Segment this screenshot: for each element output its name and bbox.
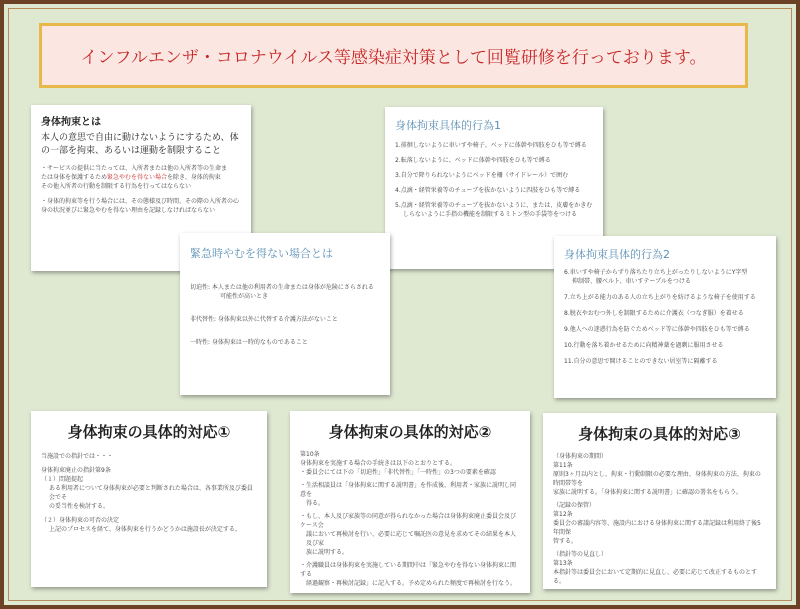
slide6-line-8: ・もし、本人及び家族等の同意が得られなかった場合は身体拘束廃止委員会及びケース会 xyxy=(300,513,517,529)
slide2-item-3: 3.自分で降りられないようにベッドを柵（サイドレール）で囲む xyxy=(395,172,569,179)
slide6-line-12: ・介護職員は身体拘束を実施している期間中は「緊急やむを得ない身体拘束に関する xyxy=(300,562,517,578)
slide6-line-13: 経過観察・再検討記録」に記入する。予め定められた頻度で再検討を行なう。 xyxy=(306,580,517,587)
notice-banner-text: インフルエンザ・コロナウイルス等感染症対策として回覧研修を行っております。 xyxy=(80,48,707,68)
slide7-line-2: 第11条 xyxy=(553,462,573,469)
slide7-line-12: 第13条 xyxy=(553,560,573,567)
slide1-bullet-2-line2: 身の状況並びに緊急やむを得ない理由を記録しなければならない xyxy=(41,207,216,214)
slide7-line-9: 管する。 xyxy=(553,538,578,545)
slide5-line-5: ある利用者について身体拘束が必要と判断された場合は、各事業所及び委員会でそ xyxy=(49,485,253,501)
slide4-item-6: 6.車いすや椅子からずり落ちたり立ち上がったりしないようにY字型 xyxy=(564,269,748,276)
slide2-item-5: 5.点滴・経管栄養等のチューブを抜かないように、または、皮膚をかきむ xyxy=(395,202,593,209)
slide1-title: 身体拘束とは xyxy=(41,117,101,128)
slide3-row-temporariness: 一時性: 身体拘束は一時的なものであること xyxy=(190,339,308,346)
slide1-bullet-1 xyxy=(41,164,241,191)
slide-response-2 xyxy=(290,411,530,593)
slide7-line-8: 委員会の審議内容等、施設内における身体拘束に関する諸記録は利用終了後5年間保 xyxy=(553,520,761,536)
slide6-title: 身体拘束の具体的対応② xyxy=(328,423,492,441)
slide-response-1 xyxy=(31,411,267,587)
slide5-line-9: 上記のプロセスを経て、身体拘束を行うかどうかは施設長が決定する。 xyxy=(49,526,241,533)
slide2-item-2: 2.転落しないように、ベッドに体幹や四肢をひも等で縛る xyxy=(395,157,551,164)
slide4-title: 身体拘束具体的行為2 xyxy=(564,248,670,261)
slide3-row-urgency-line2: 可能性が高いとき xyxy=(220,293,269,300)
slide5-line-4: （１）問題提起 xyxy=(41,476,84,483)
slide-restraint-acts-2 xyxy=(554,236,776,398)
slide3-title: 緊急時やむを得ない場合とは xyxy=(190,247,333,260)
slide5-title: 身体拘束の具体的対応① xyxy=(67,423,231,441)
slide7-line-13: 本指針等は委員会において定期的に見直し、必要に応じて改正するものとする。 xyxy=(553,569,758,585)
slide-emergency-conditions xyxy=(180,233,390,395)
slide1-emergency-highlight: 緊急やむを得ない場合 xyxy=(107,174,168,181)
notice-banner xyxy=(39,23,748,88)
slide4-item-7: 7.立ち上がる能力のある人の立ち上がりを妨げるような椅子を使用する xyxy=(564,294,756,301)
slide1-bullet-2 xyxy=(41,197,241,215)
slide7-title: 身体拘束の具体的対応③ xyxy=(578,425,741,443)
slide1-bullet-1-text2: を除き、身体的拘束 xyxy=(167,174,221,181)
slide4-item-8: 8.脱衣やおむつ外しを制限するために介護衣（つなぎ服）を着せる xyxy=(564,310,744,317)
slide4-item-11: 11.自分の意思で開けることのできない居室等に隔離する xyxy=(564,358,718,365)
slide4-item-9: 9.他人への迷惑行為を防ぐためベッド等に体幹や四肢をひも等で縛る xyxy=(564,326,750,333)
slide4-item-6-cont: 抑制帯、腰ベルト、車いすテーブルをつける xyxy=(572,278,691,285)
slide6-line-9: 議において再検討を行い、必要に応じて嘱託医の意見を求めてその結果を本人及び家 xyxy=(306,531,517,547)
slide1-bullet-2-line1: ・身体的拘束等を行う場合には、その態様及び時間、その際の入所者の心 xyxy=(41,198,240,205)
slide5-line-3: 身体拘束廃止の指針第9条 xyxy=(41,467,111,474)
slide6-line-10: 族に説明する。 xyxy=(306,549,349,556)
slide4-item-10: 10.行動を落ち着かせるために向精神薬を過剰に服用させる xyxy=(564,342,724,349)
slide3-row-urgency-line1: 切迫性: 本人または他の利用者の生命または身体が危険にさらされる xyxy=(190,284,374,291)
slide6-line-1: 第10条 xyxy=(300,451,320,458)
slide3-row-non-substitutability: 非代替性: 身体拘束以外に代替する介護方法がないこと xyxy=(190,316,338,323)
slide5-line-6: の妥当性を検討する。 xyxy=(49,503,110,510)
slide6-line-6: 得る。 xyxy=(306,500,325,507)
slide2-item-4: 4.点滴・経管栄養等のチューブを抜かないように四肢をひも等で縛る xyxy=(395,187,581,194)
slide7-line-4: 家族に説明する。「身体拘束に関する説明書」に確認の署名をもらう。 xyxy=(553,489,743,496)
slide7-line-1: （身体拘束の期間） xyxy=(553,453,608,460)
slide1-bullet-1-line2 xyxy=(41,173,241,182)
slide1-bullet-1-line1: ・サービスの提供に当たっては、入所者または他の入所者等の生命ま xyxy=(41,165,228,172)
slide2-item-1: 1.徘徊しないように車いすや椅子、ベッドに体幹や四肢をひも等で縛る xyxy=(395,142,587,149)
slide2-item-5-cont: しらないように手指の機能を制限するミトン型の手袋等をつける xyxy=(403,211,578,218)
slide6-line-3: ・委員会にては下の「切迫性」「非代替性」「一時性」の3つの要素を確認 xyxy=(300,469,496,476)
slide1-bullet-1-text: たは身体を保護するため xyxy=(41,174,108,181)
slide6-line-2: 身体拘束を実施する場合の手続きは以下のとおりとする。 xyxy=(300,460,457,467)
slide-response-3 xyxy=(543,413,776,589)
slide5-line-8: （２）身体拘束の可否の決定 xyxy=(41,517,120,524)
slide2-title: 身体拘束具体的行為1 xyxy=(395,119,501,132)
slide7-line-6: （記録の保管） xyxy=(553,502,596,509)
slide1-lead: 本人の意思で自由に動けないようにするため、体の一部を拘束、あるいは運動を制限すること xyxy=(41,133,239,156)
slide5-line-1: 当施設での指針では・・・ xyxy=(41,453,114,460)
slide7-line-7: 第12条 xyxy=(553,511,573,518)
slide7-line-3: 原則3ヶ月以内とし、拘束・行動制限の必要な理由、身体拘束の方法、拘束の時間帯等を xyxy=(553,471,761,487)
slide1-bullet-1-line3: その他入所者の行動を制限する行為を行ってはならない xyxy=(41,183,192,190)
slide3-row-urgency xyxy=(190,283,380,301)
slide6-line-5: ・生活相談員は「身体拘束に関する説明書」を作成後、利用者・家族に説明し同意を xyxy=(300,482,517,498)
slide7-line-11: （指針等の見直し） xyxy=(553,551,608,558)
